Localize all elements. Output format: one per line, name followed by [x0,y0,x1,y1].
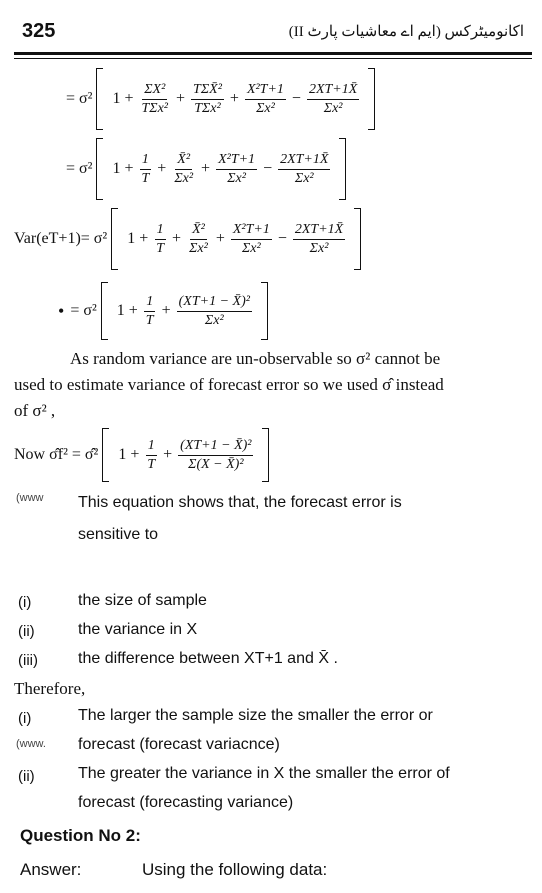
list-item-text: the difference between XT+1 and X̄ . [78,650,338,667]
fraction: $\frac{1}{T}$ [145,293,154,328]
left-bracket [111,208,118,270]
right-bracket [261,282,268,340]
list-item-text: The greater the variance in X the smaller the error of [78,765,450,782]
scan-noise-text: (www [16,492,44,504]
list-item-text: the variance in X [78,621,198,638]
left-bracket [102,428,109,482]
fraction: $\frac{\text{X̄²}}{\text{Σx²}}$ [174,151,194,186]
fraction: $\frac{\text{X̄²}}{\text{Σx²}}$ [189,221,208,256]
fraction: $\frac{\text{(XT+1 − X̄)²}}{\text{Σ(X − X̄)²}}$ [180,437,252,472]
equation-line-3: Var(eT+1)= σ² 1 + $\frac{1}{T}$ + $\frac{\text{X̄²}}{\text{Σx²}}$ + $\frac{\text{X²T+1}}{\text{Σx²}}$ − $\frac{2XT+1X̄}{\text{Σx²}}$ [14,208,361,270]
left-bracket [96,68,103,130]
list-item-number: (ii) [18,623,35,640]
list-item-text: forecast (forecasting variance) [78,794,294,811]
fraction: $\frac{\text{X²T+1}}{\text{Σx²}}$ [218,151,256,186]
list-item-text: the size of sample [78,592,207,609]
paragraph-line-1: As random variance are un-observable so σ² cannot be [70,349,441,368]
page-number: 325 [22,20,56,42]
left-bracket [101,282,108,340]
list-item-number: (iii) [18,652,38,669]
equation-lhs: = σ² [66,90,93,107]
right-bracket [368,68,375,130]
equation-now: Now σ̂f² = σ̂² 1 + $\frac{1}{T}$ + $\frac{\text{(XT+1 − X̄)²}}{\text{Σ(X − X̄)²}}$ [14,428,269,482]
question-heading: Question No 2: [20,826,141,845]
list-item-number: (i) [18,594,32,611]
left-bracket [96,138,103,200]
equation-line-1: = σ² 1 + $\frac{\text{ΣX²}}{\text{TΣx²}}$ + $\frac{\text{TΣX̄²}}{\text{TΣx²}}$ + $\frac{\text{X²T+1}}{\text{Σx²}}$ − $\frac{2XT+1X̄}{\text{Σx²}}$ [66,68,375,130]
fraction: $\frac{2XT+1X̄}{\text{Σx²}}$ [308,81,358,116]
equation-lhs: = σ² [70,302,97,319]
statement-line-2: sensitive to [78,526,159,543]
fraction: $\frac{\text{X²T+1}}{\text{Σx²}}$ [246,81,284,116]
fraction: $\frac{1}{T}$ [156,221,165,256]
list-item-text: forecast (forecast variacnce) [78,736,280,753]
equation-lhs: = σ² [66,160,93,177]
right-bracket [339,138,346,200]
header-rule-thin [14,58,532,59]
list-item-number: (ii) [18,768,35,785]
right-bracket [354,208,361,270]
scan-noise-text: (www. [16,738,46,750]
list-item-number: (i) [18,710,32,727]
fraction: $\frac{\text{(XT+1 − X̄)²}}{\text{Σx²}}$ [178,293,250,328]
running-header-urdu: اکانومیٹرکس (ایم اے معاشیات پارٹ II) [288,24,524,40]
equation-line-4: • = σ² 1 + $\frac{1}{T}$ + $\frac{\text{(XT+1 − X̄)²}}{\text{Σx²}}$ [58,282,268,340]
list-item-text: The larger the sample size the smaller the error or [78,707,433,724]
one-plus: 1 + [112,90,134,107]
fraction: $\frac{\text{X²T+1}}{\text{Σx²}}$ [232,221,270,256]
paragraph-line-2: used to estimate variance of forecast error so we used σ̂ instead [14,375,444,394]
equation-lhs: Now σ̂f² = σ̂² [14,446,99,463]
fraction: $\frac{2XT+1X̄}{\text{Σx²}}$ [280,151,329,186]
equation-line-2: = σ² 1 + $\frac{1}{T}$ + $\frac{\text{X̄²}}{\text{Σx²}}$ + $\frac{\text{X²T+1}}{\text{Σx²}}$ − $\frac{2XT+1X̄}{\text{Σx²}}$ [66,138,346,200]
header-rule-thick [14,52,532,55]
statement-line-1: This equation shows that, the forecast error is [78,494,402,511]
answer-text: Using the following data: [142,860,328,879]
right-bracket [262,428,269,482]
answer-label: Answer: [20,860,82,879]
bullet-dot: • [58,300,65,321]
fraction: $\frac{\text{TΣX̄²}}{\text{TΣx²}}$ [193,81,222,116]
fraction: $\frac{1}{T}$ [141,151,150,186]
fraction: $\frac{\text{ΣX²}}{\text{TΣx²}}$ [141,81,169,116]
fraction: $\frac{2XT+1X̄}{\text{Σx²}}$ [294,221,344,256]
paragraph-line-3: of σ² , [14,401,56,420]
equation-lhs: Var(eT+1)= σ² [14,230,108,247]
fraction: $\frac{1}{T}$ [147,437,156,472]
therefore-label: Therefore, [14,679,86,698]
